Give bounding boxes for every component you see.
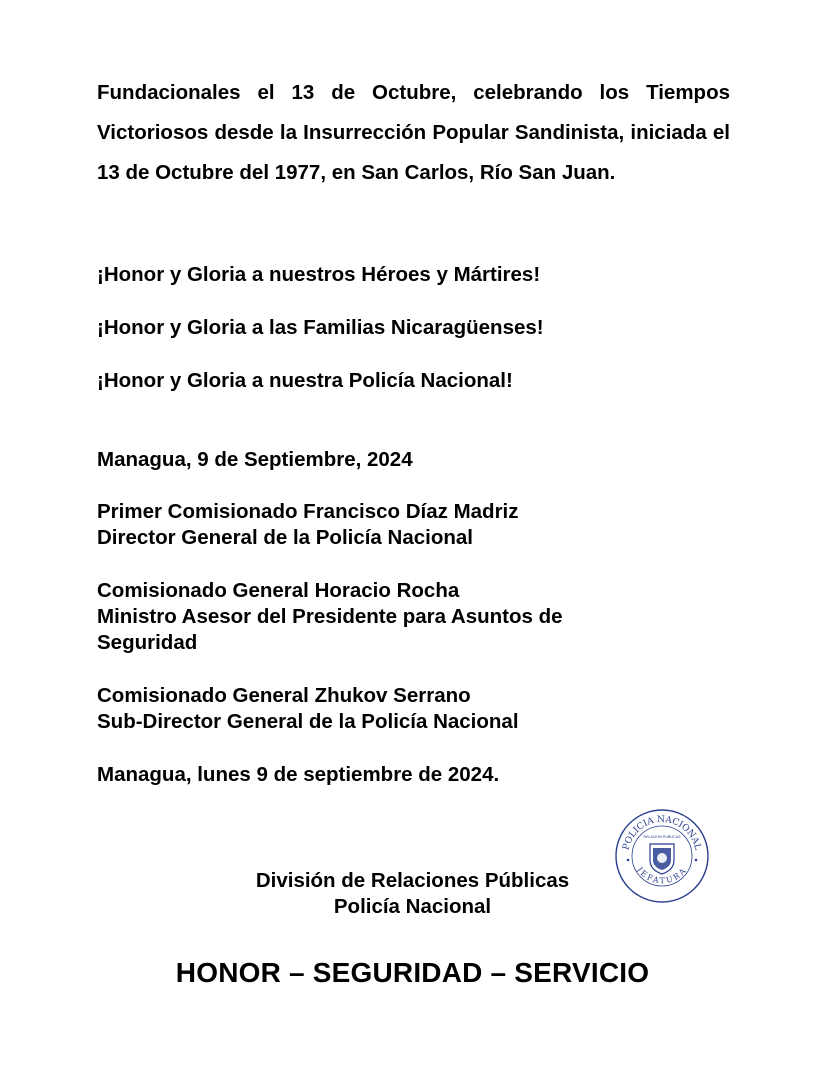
signatory-3-name: Comisionado General Zhukov Serrano <box>97 684 471 707</box>
place-date: Managua, 9 de Septiembre, 2024 <box>97 448 413 471</box>
seal-top-text: POLICIA NACIONAL <box>621 814 703 852</box>
signatory-2-title-cont: Seguridad <box>97 631 198 654</box>
honor-line-heroes: ¡Honor y Gloria a nuestros Héroes y Mártires! <box>97 263 541 286</box>
intro-paragraph: Fundacionales el 13 de Octubre, celebrando los Tiempos Victoriosos desde la Insurrección Popular Sandinista, iniciada el 13 de Octubre del 1977, en San Carlos, Río San Juan. <box>97 81 730 184</box>
signatory-3-title: Sub-Director General de la Policía Nacional <box>97 710 519 733</box>
signatory-2-title: Ministro Asesor del Presidente para Asuntos de <box>97 605 563 628</box>
closing-date: Managua, lunes 9 de septiembre de 2024. <box>97 763 500 786</box>
motto: HONOR – SEGURIDAD – SERVICIO <box>175 957 650 988</box>
signatory-1-title: Director General de la Policía Nacional <box>97 526 473 549</box>
honor-line-families: ¡Honor y Gloria a las Familias Nicaragüenses! <box>97 316 544 339</box>
honor-line-police: ¡Honor y Gloria a nuestra Policía Nacional! <box>97 369 513 392</box>
seal-bottom-text: JEFATURA <box>635 865 689 886</box>
signatory-2-name: Comisionado General Horacio Rocha <box>97 579 460 602</box>
division-line-2: Policía Nacional <box>333 895 492 918</box>
seal-sub-text: RELACION PUBLICAS <box>643 835 681 839</box>
signatory-1-name: Primer Comisionado Francisco Díaz Madriz <box>97 500 519 523</box>
division-line-1: División de Relaciones Públicas <box>255 869 570 892</box>
